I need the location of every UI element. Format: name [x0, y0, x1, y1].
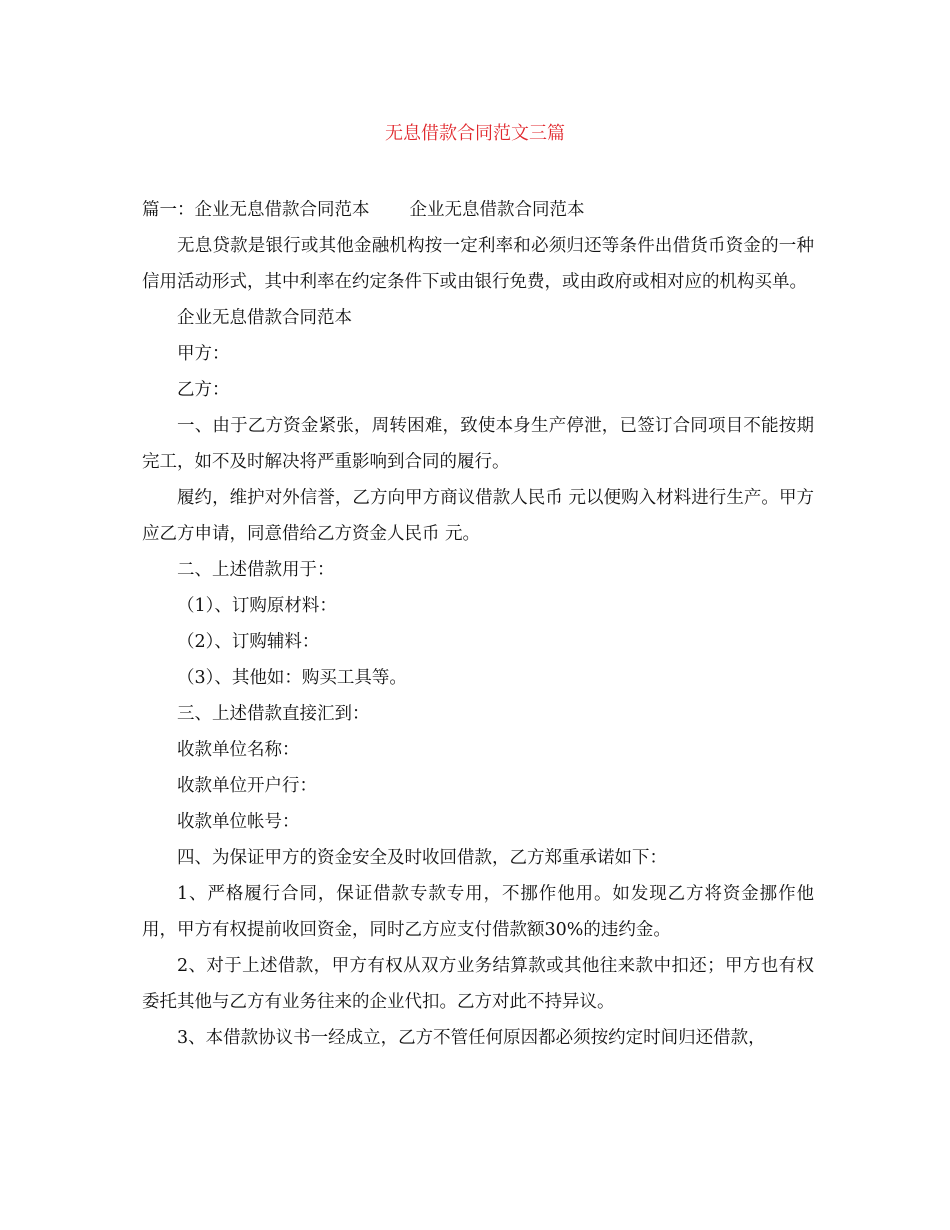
paragraph-use-2: （2）、订购辅料： [177, 632, 320, 652]
paragraph-clause-3: 三、上述借款直接汇到： [177, 704, 370, 724]
paragraph-use-3: （3）、其他如：购买工具等。 [177, 668, 407, 688]
paragraph-party-a: 甲方： [177, 344, 230, 364]
paragraph-payee-bank: 收款单位开户行： [177, 776, 317, 796]
paragraph-clause-1: 一、由于乙方资金紧张，周转困难，致使本身生产停泄，已签订合同项目不能按期完工，如不及时解决将严重影响到合同的履行。 [142, 416, 814, 472]
document-title: 无息借款合同范文三篇 [385, 123, 565, 144]
section-heading [142, 192, 814, 228]
paragraph-promise-2: 2、对于上述借款，甲方有权从双方业务结算款或其他往来款中扣还；甲方也有权委托其他与乙方有业务往来的企业代扣。乙方对此不持异议。 [142, 956, 814, 1012]
paragraph-clause-2: 二、上述借款用于： [177, 560, 335, 580]
paragraph-clause-4: 四、为保证甲方的资金安全及时收回借款，乙方郑重承诺如下： [177, 848, 667, 868]
section-heading-right: 企业无息借款合同范本 [409, 200, 585, 220]
paragraph-use-1: （1）、订购原材料： [177, 596, 337, 616]
document-body [142, 192, 814, 1056]
paragraph-intro: 无息贷款是银行或其他金融机构按一定利率和必须归还等条件出借货币资金的一种信用活动形式，其中利率在约定条件下或由银行免费，或由政府或相对应的机构买单。 [142, 236, 814, 292]
section-heading-left: 篇一：企业无息借款合同范本 [142, 200, 370, 220]
paragraph-payee-name: 收款单位名称： [177, 740, 300, 760]
paragraph-contract-title: 企业无息借款合同范本 [177, 308, 352, 328]
paragraph-loan-amount: 履约，维护对外信誉，乙方向甲方商议借款人民币 元以便购入材料进行生产。甲方应乙方申请，同意借给乙方资金人民币 元。 [142, 488, 814, 544]
paragraph-party-b: 乙方： [177, 380, 230, 400]
paragraph-promise-1: 1、严格履行合同，保证借款专款专用，不挪作他用。如发现乙方将资金挪作他用，甲方有权提前收回资金，同时乙方应支付借款额30%的违约金。 [142, 884, 814, 940]
paragraph-promise-3: 3、本借款协议书一经成立，乙方不管任何原因都必须按约定时间归还借款， [177, 1028, 766, 1048]
paragraph-payee-account: 收款单位帐号： [177, 812, 300, 832]
